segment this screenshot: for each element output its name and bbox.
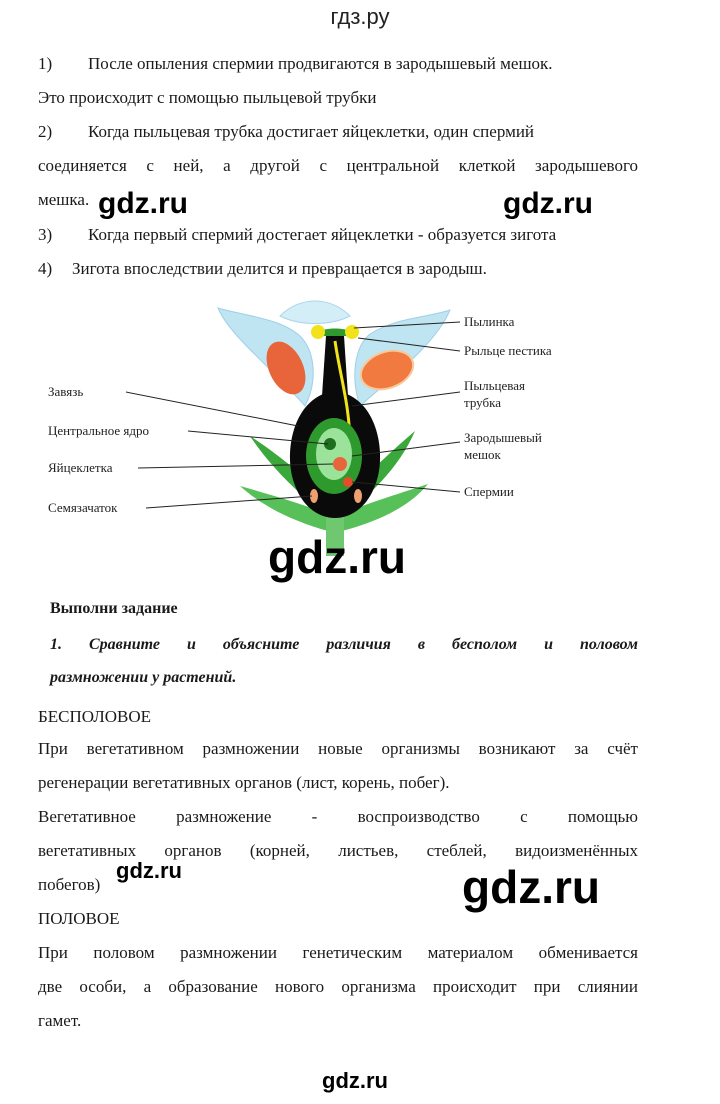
watermark: gdz.ru: [503, 187, 593, 220]
label-ovule: Семязачаток: [48, 500, 118, 515]
label-embryo-sac-2: мешок: [464, 447, 501, 462]
watermark: gdz.ru: [462, 861, 600, 913]
sexual-heading: ПОЛОВОЕ: [38, 909, 120, 928]
label-embryo-sac: Зародышевый: [464, 430, 542, 445]
item-2-line3: мешка.: [38, 190, 90, 209]
sexual-line2: две особи, а образование нового организма происходит при слиянии: [38, 977, 638, 996]
item-number: 3): [38, 225, 53, 244]
label-pollen-grain: Пылинка: [464, 314, 515, 329]
asexual-p1-line1: При вегетативном размножении новые организмы возникают за счёт: [38, 739, 638, 758]
task-title: Выполни задание: [50, 600, 178, 617]
flower-diagram: [30, 296, 610, 556]
label-ovary: Завязь: [48, 384, 84, 399]
asexual-heading: БЕСПОЛОВОЕ: [38, 707, 151, 726]
pollen-left: [311, 325, 325, 339]
watermark: gdz.ru: [116, 858, 182, 883]
asexual-p2-line1: Вегетативное размножение - воспроизводство с помощью: [38, 807, 638, 826]
task-question-line1: 1. Сравните и объясните различия в бесполом и половом: [50, 636, 638, 653]
watermark: gdz.ru: [98, 187, 188, 220]
watermark: gdz.ru: [268, 531, 406, 583]
item-text: Когда первый спермий достегает яйцеклетки - образуется зигота: [88, 225, 557, 244]
label-pollen-tube-2: трубка: [464, 395, 502, 410]
list-item-2: [38, 115, 638, 149]
item-number: 1): [38, 54, 53, 73]
petal-center: [280, 301, 350, 324]
sperm-cell: [343, 477, 353, 487]
asexual-p2-line2: вегетативных органов (корней, листьев, стеблей, видоизменённых: [38, 841, 638, 860]
item-text: Когда пыльцевая трубка достигает яйцеклетки, один спермий: [88, 122, 535, 141]
sexual-line3: гамет.: [38, 1011, 82, 1030]
item-text: Зигота впоследствии делится и превращается в зародыш.: [72, 259, 487, 278]
list-item-4: [38, 252, 638, 286]
label-stigma: Рыльце пестика: [464, 343, 552, 358]
asexual-p2-line3: побегов): [38, 875, 101, 894]
label-central-nucleus: Центральное ядро: [48, 423, 149, 438]
site-header: гдз.ру: [330, 4, 390, 29]
label-sperm: Спермии: [464, 484, 514, 499]
item-text: После опыления спермии продвигаются в зародышевый мешок.: [88, 54, 553, 73]
item-2-line2: соединяется с ней, а другой с центральной клеткой зародышевого: [38, 156, 638, 175]
ovule-base-right: [354, 489, 362, 503]
item-number: 2): [38, 122, 53, 141]
pollen-right: [345, 325, 359, 339]
asexual-p1-line2: регенерации вегетативных органов (лист, корень, побег).: [38, 773, 450, 792]
leader-line: [126, 392, 298, 426]
list-item-1: [38, 47, 638, 81]
item-1-line2: Это происходит с помощью пыльцевой трубки: [38, 88, 377, 107]
item-number: 4): [38, 259, 53, 278]
list-item-3: [38, 218, 638, 252]
watermark: gdz.ru: [322, 1068, 388, 1093]
task-question-line2: размножении у растений.: [50, 669, 237, 686]
sexual-line1: При половом размножении генетическим материалом обменивается: [38, 943, 638, 962]
egg-cell: [333, 457, 347, 471]
label-egg-cell: Яйцеклетка: [48, 460, 113, 475]
embryo-sac: [316, 428, 352, 480]
label-pollen-tube: Пыльцевая: [464, 378, 525, 393]
